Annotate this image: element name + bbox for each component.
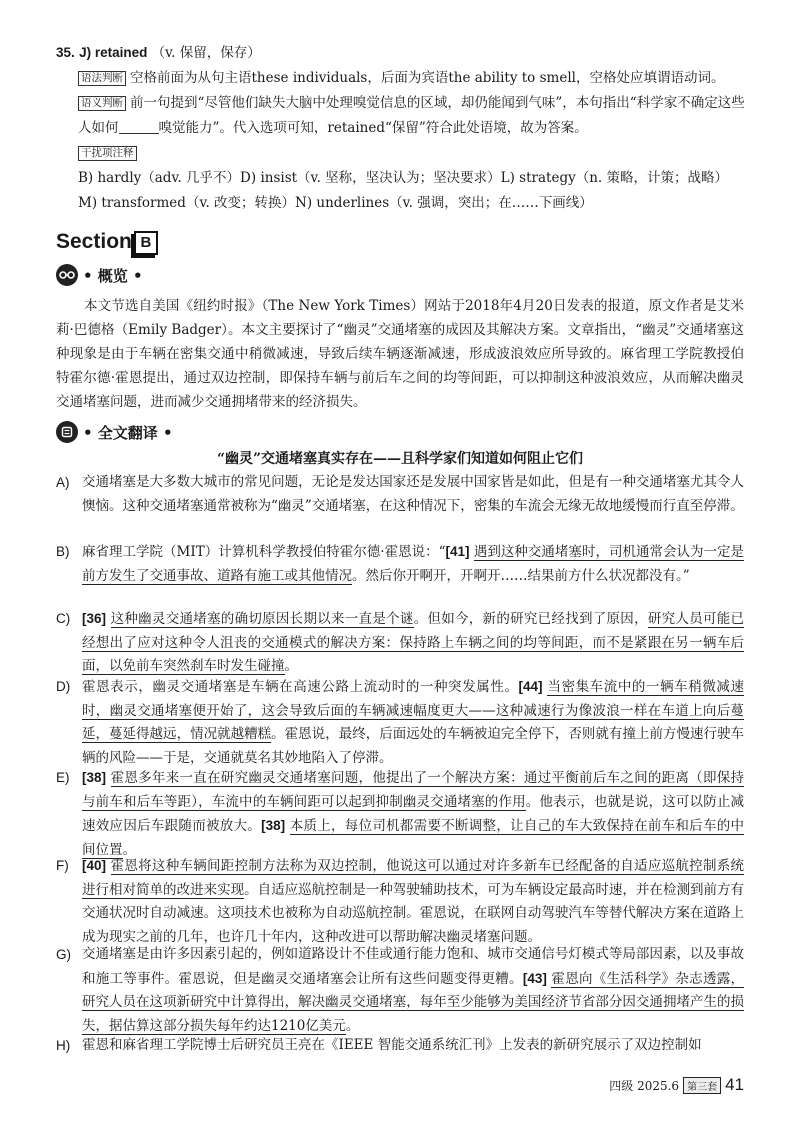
paragraph-text: 交通堵塞是大多数大城市的常见问题，无论是发达国家还是发展中国家皆是如此，但是有一种交通堵塞尤其令人懊恼。这种交通堵塞通常被称为“幽灵”交通堵塞，在这种情况下，密集的车流会无缘无故地缓慢而行直至停滞。 bbox=[82, 474, 744, 514]
meaning-text-1: 前一句提到“尽管他们缺失大脑中处理嗅觉信息的区域，却仍能闻到气味”，本句指出“科学家不确定这些人如何 bbox=[78, 95, 745, 136]
page-footer bbox=[609, 1075, 744, 1095]
underlined-sentence: 霍恩多年来一直在研究幽灵交通堵塞问题，他提出了一个解决方案：通过平衡前后车之间的距离（即保持与前车和后车等距），车流中的车辆间距可以起到抑制幽灵交通堵塞的作用 bbox=[82, 770, 745, 810]
distractors-line-1: B) hardly（adv. 几乎不）D) insist（v. 坚称，坚决认为；坚决要求）L) strategy（n. 策略，计策；战略） bbox=[78, 170, 728, 186]
question-ref: [41] bbox=[445, 544, 470, 559]
paragraph-a bbox=[56, 471, 744, 518]
underlined-sentence: 霍恩向《生活科学》杂志透露，研究人员在这项新研究中计算得出，解决幽灵交通堵塞，每年至少能够为美国经济节省部分因交通拥堵产生的损失，据估算这部分损失每年约达1210亿美元 bbox=[82, 970, 745, 1034]
meaning-text-2: 嗅觉能力”。代入选项可知，retained“保留”符合此处语境，故为答案。 bbox=[158, 120, 588, 136]
answer-word: J) retained bbox=[79, 45, 148, 60]
edition-label: 四级 2025.6 bbox=[609, 1078, 680, 1093]
paragraph-d bbox=[56, 675, 744, 770]
underlined-sentence: 遇到这种交通堵塞时，司机通常会认为一定是前方发生了交通事故、道路有施工或其他情况 bbox=[82, 544, 745, 584]
paragraph-text: 。他表示，也就是说，这可以防止减速效应因后车跟随而被放大。 bbox=[82, 793, 744, 834]
paragraph-label: E) bbox=[56, 770, 70, 785]
question-ref: [36] bbox=[82, 611, 107, 626]
question-ref: [44] bbox=[518, 679, 543, 694]
paragraph-label: F) bbox=[56, 858, 69, 873]
paragraph-text: 。 bbox=[284, 658, 298, 674]
paragraph-label: G) bbox=[56, 947, 71, 962]
underlined-sentence: 当密集车流中的一辆车稍微减速时，幽灵交通堵塞便开始了，这会导致后面的车辆减速幅度更大——这种减速行为像波浪一样在车道上向后蔓延，蔓延得越远，情况就越糟糕 bbox=[82, 679, 745, 742]
paragraph-text: 交通堵塞是由许多因素引起的，例如道路设计不佳或通行能力饱和、城市交通信号灯模式等局部因素，以及事故和施工等事件。霍恩说，但是幽灵交通堵塞会让所有这些问题变得更糟。 bbox=[82, 946, 744, 987]
paragraph-text: 。然后你开啊开，开啊开……结果前方什么状况都没有。” bbox=[352, 567, 690, 584]
paragraph-text: 霍恩和麻省理工学院博士后研究员王亮在《IEEE 智能交通系统汇刊》上发表的新研究展示了双边控制如 bbox=[82, 1037, 702, 1053]
paragraph-label: D) bbox=[56, 679, 71, 694]
overview-heading-text: • 概览 • bbox=[83, 266, 143, 285]
paragraph-text: 。但如今，新的研究已经找到了原因， bbox=[413, 611, 648, 627]
paragraph-f bbox=[56, 854, 744, 949]
paragraph-g bbox=[56, 943, 744, 1038]
paragraph-e bbox=[56, 766, 744, 862]
distractors-line-2: M) transformed（v. 改变；转换）N) underlines（v. 强调，突出；在……下画线） bbox=[78, 195, 593, 211]
paragraph-text: 麻省理工学院（MIT）计算机科学教授伯特霍尔德·霍恩说：“ bbox=[82, 544, 446, 560]
paragraph-h bbox=[56, 1034, 744, 1058]
grammar-text: 空格前面为从句主语these individuals，后面为宾语the ability to smell，空格处应填谓语动词。 bbox=[130, 70, 725, 86]
paragraph-label: B) bbox=[56, 544, 70, 559]
overview-text-block bbox=[56, 294, 744, 414]
paragraph-label: C) bbox=[56, 611, 71, 626]
overview-text: 本文节选自美国《纽约时报》（The New York Times）网站于2018年4月20日发表的报道，原文作者是艾米莉·巴德格（Emily Badger）。本文主要探讨了“幽灵”交通堵塞的成因及其解决方案。文章指出，“幽灵”交通堵塞这种现象是由于车辆在密集交通中稍微减速，导致后续车辆逐渐减速，形成波浪效应所导致的。麻省理工学院教授伯特霍尔德·霍恩提出，通过双边控制，即保持车辆与前后车之间的均等间距，可以抑制这种波浪效应，从而解决幽灵交通堵塞问题，进而减少交通拥堵带来的经济损失。 bbox=[56, 298, 744, 410]
paragraph-text: 。自适应巡航控制是一种驾驶辅助技术，可为车辆设定最高时速，并在检测到前方有交通状况时自动减速。这项技术也被称为自动巡航控制。霍恩说，在联网自动驾驶汽车等替代解决方案在道路上成为现实之前的几年，也许几十年内，这种改进可以帮助解决幽灵堵塞问题。 bbox=[82, 881, 744, 945]
glasses-icon bbox=[56, 264, 78, 286]
question-ref: [38] bbox=[82, 770, 107, 785]
article-title: “幽灵”交通堵塞真实存在——且科学家们知道如何阻止它们 bbox=[216, 451, 584, 467]
question-ref: [38] bbox=[261, 818, 286, 833]
paragraph-text: 霍恩表示，幽灵交通堵塞是车辆在高速公路上流动时的一种突发属性。 bbox=[82, 679, 519, 695]
paragraph-text: 。霍恩说，最终，后面远处的车辆被迫完全停下，否则就有撞上前方慢速行驶车辆的风险——于是，交通就莫名其妙地陷入了停滞。 bbox=[82, 726, 745, 766]
section-title bbox=[56, 230, 158, 255]
underlined-sentence: 研究人员可能已经想出了应对这种令人沮丧的交通模式的解决方案：保持路上车辆之间的均等间距，而不是紧跟在另一辆车后面，以免前车突然刹车时发生碰撞 bbox=[82, 611, 745, 674]
question-ref: [43] bbox=[522, 970, 547, 986]
underlined-sentence: 这种幽灵交通堵塞的确切原因长期以来一直是个谜 bbox=[110, 611, 414, 627]
document-icon bbox=[56, 421, 78, 443]
paragraph-text: 。 bbox=[122, 841, 136, 858]
underlined-sentence: 霍恩将这种车辆间距控制方法称为双边控制，他说这可以通过对许多新车已经配备的自适应巡航控制系统进行相对简单的改进来实现 bbox=[82, 858, 745, 898]
answer-gloss: （v. 保留，保存） bbox=[151, 45, 261, 61]
meaning-tag: 语义判断 bbox=[78, 96, 126, 111]
translation-heading bbox=[56, 421, 173, 443]
set-badge: 第三套 bbox=[683, 1077, 721, 1094]
page-number: 41 bbox=[725, 1075, 744, 1094]
section-label: Section bbox=[56, 230, 132, 253]
question-number: 35. bbox=[56, 45, 75, 60]
question-ref: [40] bbox=[82, 858, 107, 873]
paragraph-c bbox=[56, 607, 744, 679]
overview-heading bbox=[56, 264, 143, 286]
paragraph-b bbox=[56, 540, 744, 588]
paragraph-text: 。 bbox=[345, 1017, 360, 1034]
paragraph-label: H) bbox=[56, 1038, 71, 1053]
answer-blank bbox=[119, 119, 159, 134]
distractor-tag: 干扰项注释 bbox=[78, 146, 137, 161]
grammar-tag: 语法判断 bbox=[78, 71, 126, 86]
underlined-sentence: 本质上，每位司机都需要不断调整，让自己的车大致保持在前车和后车的中间位置 bbox=[82, 818, 745, 858]
question-35-block bbox=[56, 40, 756, 216]
paragraph-label: A) bbox=[56, 475, 70, 490]
section-letter: B bbox=[134, 231, 158, 255]
translation-heading-text: • 全文翻译 • bbox=[83, 423, 173, 442]
